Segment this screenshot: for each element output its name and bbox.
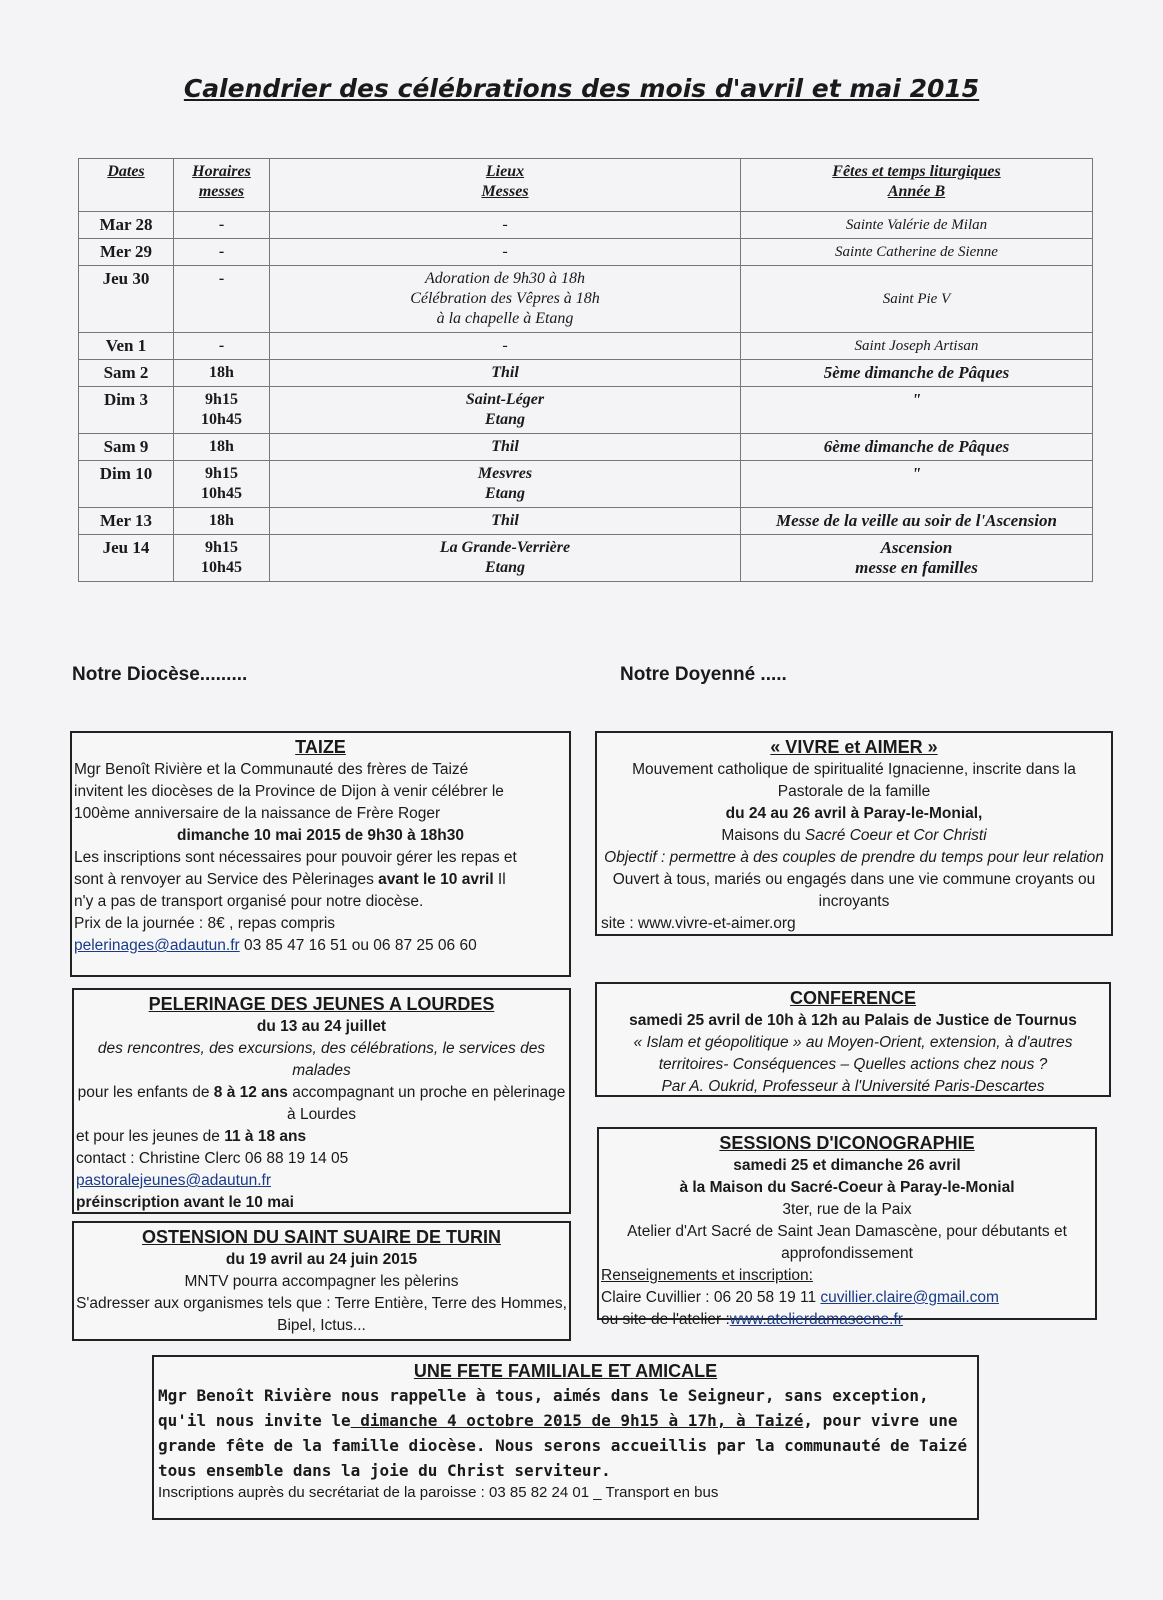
cell-date: Mer 29 — [79, 239, 174, 266]
diocese-heading: Notre Diocèse......... — [72, 664, 248, 685]
vivre-place: Maisons du Sacré Coeur et Cor Christi — [721, 827, 987, 844]
taize-line2: invitent les diocèses de la Province de Dijon à venir célébrer le — [74, 783, 504, 800]
table-row — [79, 212, 1093, 239]
lourdes-dates: du 13 au 24 juillet — [256, 1018, 387, 1035]
turin-dates: du 19 avril au 24 juin 2015 — [225, 1251, 418, 1268]
fete-paragraph: Mgr Benoît Rivière nous rappelle à tous, aimés dans le Seigneur, sans exception, qu'il nous invite le dimanche 4 octobre 2015 de 9h15 à 17h, à Taizé, pour vivre une grande fête de la famille diocèse. Nous serons accueillis par la communauté de Taizé tous ensemble dans la joie du Christ serviteur. — [158, 1386, 968, 1480]
header-horaires: Horaires messes — [174, 159, 270, 212]
taize-date: dimanche 10 mai 2015 de 9h30 à 18h30 — [177, 827, 464, 844]
conference-line1: « Islam et géopolitique » au Moyen-Orient, extension, à d'autres territoires- Conséquences – Quelles actions chez nous ? — [633, 1034, 1073, 1073]
table-row — [79, 461, 1093, 508]
vivre-aimer-box — [595, 731, 1113, 936]
cell-date: Mar 28 — [79, 212, 174, 239]
table-row — [79, 508, 1093, 535]
cell-fetes: 6ème dimanche de Pâques — [741, 434, 1093, 461]
cell-lieux: La Grande-Verrière Etang — [270, 535, 741, 582]
fete-familiale-box — [152, 1355, 979, 1520]
icono-site-link[interactable]: www.atelierdamascene.fr — [729, 1311, 903, 1328]
lourdes-preinscription: préinscription avant le 10 mai — [76, 1194, 294, 1211]
table-row — [79, 387, 1093, 434]
taize-line6: n'y a pas de transport organisé pour notre diocèse. — [74, 893, 424, 910]
taize-line5: sont à renvoyer au Service des Pèlerinages avant le 10 avril Il — [74, 871, 506, 888]
table-row — [79, 360, 1093, 387]
cell-horaires: - — [174, 333, 270, 360]
cell-horaires: 9h15 10h45 — [174, 535, 270, 582]
table-row — [79, 535, 1093, 582]
table-row — [79, 434, 1093, 461]
cell-fetes: Messe de la veille au soir de l'Ascension — [741, 508, 1093, 535]
cell-lieux: - — [270, 239, 741, 266]
lourdes-youth: et pour les jeunes de 11 à 18 ans — [76, 1128, 307, 1145]
cell-fetes: Ascension messe en familles — [741, 535, 1093, 582]
lourdes-box — [72, 988, 571, 1214]
turin-box — [72, 1221, 571, 1341]
taize-line4: Les inscriptions sont nécessaires pour pouvoir gérer les repas et — [74, 849, 517, 866]
turin-line2: S'adresser aux organismes tels que : Terre Entière, Terre des Hommes, Bipel, Ictus... — [76, 1295, 567, 1334]
cell-lieux: Mesvres Etang — [270, 461, 741, 508]
iconographie-box — [597, 1127, 1097, 1328]
cell-fetes: 5ème dimanche de Pâques — [741, 360, 1093, 387]
table-body — [79, 212, 1093, 582]
taize-box — [70, 731, 571, 977]
table-row — [79, 266, 1093, 333]
icono-atelier: Atelier d'Art Sacré de Saint Jean Damascène, pour débutants et approfondissement — [627, 1223, 1067, 1262]
table-row — [79, 239, 1093, 266]
taize-line7: Prix de la journée : 8€ , repas compris — [74, 915, 336, 932]
lourdes-kids: pour les enfants de 8 à 12 ans accompagnant un proche en pèlerinage à Lourdes — [77, 1084, 566, 1123]
cell-fetes: Sainte Catherine de Sienne — [741, 239, 1093, 266]
cell-date: Dim 3 — [79, 387, 174, 434]
celebrations-table — [78, 158, 1093, 582]
cell-lieux: Thil — [270, 360, 741, 387]
cell-date: Sam 9 — [79, 434, 174, 461]
cell-lieux: Adoration de 9h30 à 18h Célébration des Vêpres à 18h à la chapelle à Etang — [270, 266, 741, 333]
icono-renseignements: Renseignements et inscription: — [601, 1267, 813, 1284]
icono-email-link[interactable]: cuvillier.claire@gmail.com — [820, 1289, 999, 1306]
cell-date: Ven 1 — [79, 333, 174, 360]
icono-site: ou site de l'atelier :www.atelierdamascene.fr — [601, 1311, 903, 1328]
vivre-line1: Mouvement catholique de spiritualité Ignacienne, inscrite dans la Pastorale de la famille — [632, 761, 1076, 800]
lourdes-email — [76, 1170, 567, 1192]
cell-horaires: 18h — [174, 434, 270, 461]
cell-lieux: Thil — [270, 434, 741, 461]
cell-date: Sam 2 — [79, 360, 174, 387]
conference-date: samedi 25 avril de 10h à 12h au Palais de Justice de Tournus — [629, 1012, 1077, 1029]
cell-lieux: - — [270, 212, 741, 239]
fete-inscriptions: Inscriptions auprès du secrétariat de la paroisse : 03 85 82 24 01 _ Transport en bus — [158, 1484, 719, 1501]
lourdes-email-link[interactable]: pastoralejeunes@adautun.fr — [76, 1172, 271, 1189]
conference-box — [595, 982, 1111, 1097]
cell-horaires: 18h — [174, 360, 270, 387]
cell-fetes: Sainte Valérie de Milan — [741, 212, 1093, 239]
turin-line1: MNTV pourra accompagner les pèlerins — [184, 1273, 459, 1290]
cell-lieux: - — [270, 333, 741, 360]
conference-line2: Par A. Oukrid, Professeur à l'Université Paris-Descartes — [661, 1078, 1045, 1095]
page-title: Calendrier des célébrations des mois d'avril et mai 2015 — [183, 74, 980, 103]
taize-title: TAIZE — [295, 737, 346, 757]
taize-contact: pelerinages@adautun.fr 03 85 47 16 51 ou 06 87 25 06 60 — [74, 937, 477, 954]
cell-fetes: " — [741, 387, 1093, 434]
cell-date: Dim 10 — [79, 461, 174, 508]
icono-place: à la Maison du Sacré-Coeur à Paray-le-Monial — [679, 1179, 1015, 1196]
cell-horaires: 9h15 10h45 — [174, 461, 270, 508]
cell-horaires: 18h — [174, 508, 270, 535]
cell-horaires: 9h15 10h45 — [174, 387, 270, 434]
fete-title: UNE FETE FAMILIALE ET AMICALE — [413, 1361, 718, 1381]
cell-fetes: " — [741, 461, 1093, 508]
cell-date: Mer 13 — [79, 508, 174, 535]
taize-line1: Mgr Benoît Rivière et la Communauté des frères de Taizé — [74, 761, 469, 778]
cell-fetes: Saint Pie V — [741, 266, 1093, 333]
lourdes-contact: contact : Christine Clerc 06 88 19 14 05 — [76, 1150, 349, 1167]
vivre-site[interactable]: site : www.vivre-et-aimer.org — [601, 915, 796, 932]
taize-email-link[interactable]: pelerinages@adautun.fr — [74, 937, 240, 954]
cell-lieux: Saint-Léger Etang — [270, 387, 741, 434]
header-fetes: Fêtes et temps liturgiques Année B — [741, 159, 1093, 212]
table-row — [79, 333, 1093, 360]
cell-horaires: - — [174, 266, 270, 333]
vivre-title: « VIVRE et AIMER » — [770, 737, 938, 757]
header-lieux: Lieux Messes — [270, 159, 741, 212]
icono-title: SESSIONS D'ICONOGRAPHIE — [719, 1133, 975, 1153]
lourdes-desc: des rencontres, des excursions, des célébrations, le services des malades — [97, 1040, 546, 1079]
cell-date: Jeu 30 — [79, 266, 174, 333]
cell-date: Jeu 14 — [79, 535, 174, 582]
cell-horaires: - — [174, 212, 270, 239]
doyenne-heading: Notre Doyenné ..... — [620, 664, 787, 685]
conference-title: CONFERENCE — [789, 988, 916, 1008]
vivre-dates: du 24 au 26 avril à Paray-le-Monial, — [725, 805, 983, 822]
cell-lieux: Thil — [270, 508, 741, 535]
cell-horaires: - — [174, 239, 270, 266]
table-header-row — [79, 159, 1093, 212]
header-dates: Dates — [79, 159, 174, 212]
icono-dates: samedi 25 et dimanche 26 avril — [733, 1157, 961, 1174]
turin-title: OSTENSION DU SAINT SUAIRE DE TURIN — [141, 1227, 502, 1247]
vivre-objectif: Objectif : permettre à des couples de prendre du temps pour leur relation — [604, 849, 1104, 866]
cell-fetes: Saint Joseph Artisan — [741, 333, 1093, 360]
icono-contact: Claire Cuvillier : 06 20 58 19 11 cuvillier.claire@gmail.com — [601, 1289, 999, 1306]
taize-line3: 100ème anniversaire de la naissance de Frère Roger — [74, 805, 441, 822]
lourdes-title: PELERINAGE DES JEUNES A LOURDES — [148, 994, 495, 1014]
vivre-line2: Ouvert à tous, mariés ou engagés dans une vie commune croyants ou incroyants — [612, 871, 1096, 910]
icono-address: 3ter, rue de la Paix — [782, 1201, 912, 1218]
